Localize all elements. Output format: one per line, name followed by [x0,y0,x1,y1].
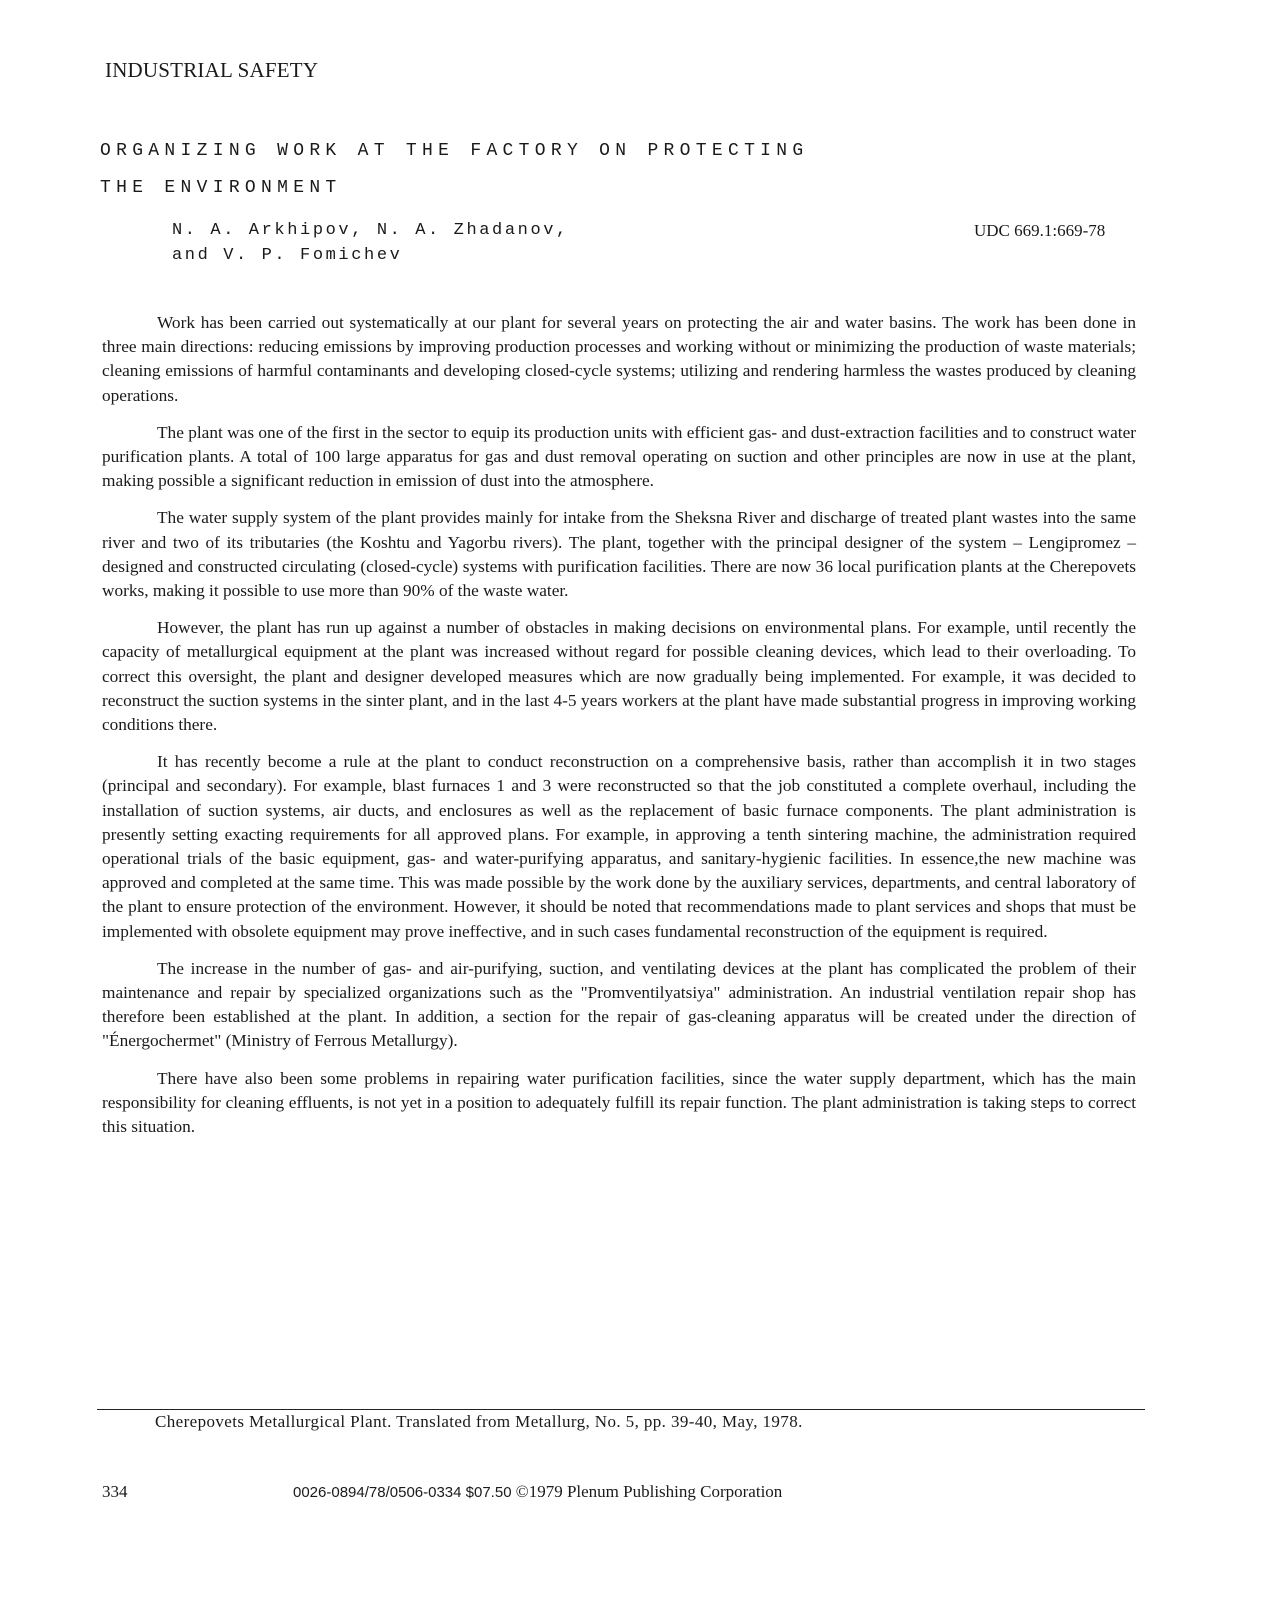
copyright-notice: ©1979 Plenum Publishing Corporation [515,1482,783,1501]
udc-code: UDC 669.1:669-78 [974,221,1106,240]
publisher-line [293,1482,782,1502]
page-number: 334 [102,1482,128,1501]
article-title [100,133,808,207]
paragraph-3: The water supply system of the plant provides mainly for intake from the Sheksna River and discharge of treated plant wastes into the same river and two of its tributaries (the Koshtu and Yagorbu rivers). The plant, together with the principal designer of the system – Lengipromez – designed and constructed circulating (closed-cycle) systems with purification facilities. There are now 36 local purification plants at the Cherepovets works, making it possible to use more than 90% of the waste water. [102,508,1136,601]
paragraph-5: It has recently become a rule at the plant to conduct reconstruction on a comprehensive basis, rather than accomplish it in two stages (principal and secondary). For example, blast furnaces 1 and 3 were reconstructed so that the job constituted a complete overhaul, including the installation of suction systems, air ducts, and enclosures as well as the replacement of basic furnace components. The plant administration is presently setting exacting requirements for all approved plans. For example, in approving a tenth sintering machine, the administration required operational trials of the basic equipment, gas- and water-purifying apparatus, and sanitary-hygienic facilities. In essence,the new machine was approved and completed at the same time. This was made possible by the work done by the auxiliary services, departments, and central laboratory of the plant to ensure protection of the environment. However, it should be noted that recommendations made to plant services and shops that must be implemented with obsolete equipment may prove ineffective, and in such cases fundamental reconstruction of the equipment is required. [102,752,1136,941]
paragraph-7: There have also been some problems in repairing water purification facilities, since the water supply department, which has the main responsibility for cleaning effluents, is not yet in a position to adequately fulfill its repair function. The plant administration is taking steps to correct this situation. [102,1068,1136,1137]
footnote-divider [97,1409,1145,1410]
author-line-2: and V. P. Fomichev [172,246,403,265]
paragraph-2: The plant was one of the first in the sector to equip its production units with efficient gas- and dust-extraction facilities and to construct water purification plants. A total of 100 large apparatus for gas and dust removal operating on suction and other principles are now in use at the plant, making possible a significant reduction in emission of dust into the atmosphere. [102,422,1136,491]
paragraph-6: The increase in the number of gas- and air-purifying, suction, and ventilating devices at the plant has complicated the problem of their maintenance and repair by specialized organizations such as the "Promventilyatsiya" administration. An industrial ventilation repair shop has therefore been established at the plant. In addition, a section for the repair of gas-cleaning apparatus will be created under the direction of "Énergochermet" (Ministry of Ferrous Metallurgy). [102,958,1136,1051]
section-header: INDUSTRIAL SAFETY [105,58,319,82]
article-title-line-2: THE ENVIRONMENT [100,178,342,198]
publication-code: 0026-0894/78/0506-0334 $07.50 [293,1484,512,1501]
article-body [102,311,1136,1152]
paragraph-4: However, the plant has run up against a number of obstacles in making decisions on environmental plans. For example, until recently the capacity of metallurgical equipment at the plant was increased without regard for possible cleaning devices, which lead to their overloading. To correct this oversight, the plant and designer developed measures which are now gradually being implemented. For example, it was decided to reconstruct the suction systems in the sinter plant, and in the last 4-5 years workers at the plant have made substantial progress in improving working conditions there. [102,618,1136,735]
author-line-1: N. A. Arkhipov, N. A. Zhadanov, [172,221,569,240]
article-title-line-1: ORGANIZING WORK AT THE FACTORY ON PROTECTING [100,141,809,161]
footnote: Cherepovets Metallurgical Plant. Translated from Metallurg, No. 5, pp. 39-40, May, 1978. [155,1412,803,1431]
author-list [172,218,569,268]
paragraph-1: Work has been carried out systematically at our plant for several years on protecting the air and water basins. The work has been done in three main directions: reducing emissions by improving production processes and working without or minimizing the production of waste materials; cleaning emissions of harmful contaminants and developing closed-cycle systems; utilizing and rendering harmless the wastes produced by cleaning operations. [102,313,1136,405]
